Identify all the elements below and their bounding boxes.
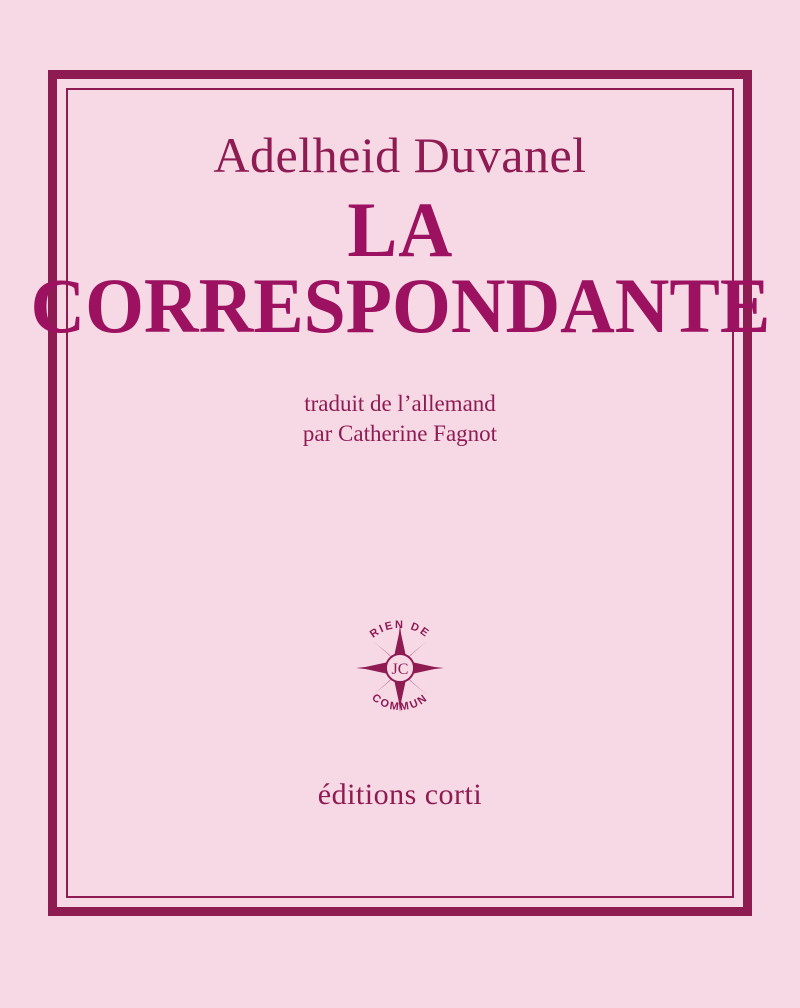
title-line-1: LA <box>347 186 453 273</box>
author-name: Adelheid Duvanel <box>213 127 587 183</box>
logo-top-text: RIEN DE <box>367 619 433 641</box>
publisher-logo-wrap <box>66 596 734 736</box>
translation-line-2: par Catherine Fagnot <box>302 420 498 446</box>
cover-content <box>30 88 770 898</box>
book-title <box>19 186 782 350</box>
logo-bottom-text: COMMUN <box>369 691 431 714</box>
compass-rose-logo <box>335 596 465 736</box>
logo-monogram: JC <box>391 661 409 678</box>
publisher-name: éditions corti <box>317 778 483 811</box>
translation-credit <box>303 389 497 449</box>
title-line-2: CORRESPONDANTE <box>30 262 770 350</box>
translation-line-1: traduit de l’allemand <box>304 390 496 416</box>
